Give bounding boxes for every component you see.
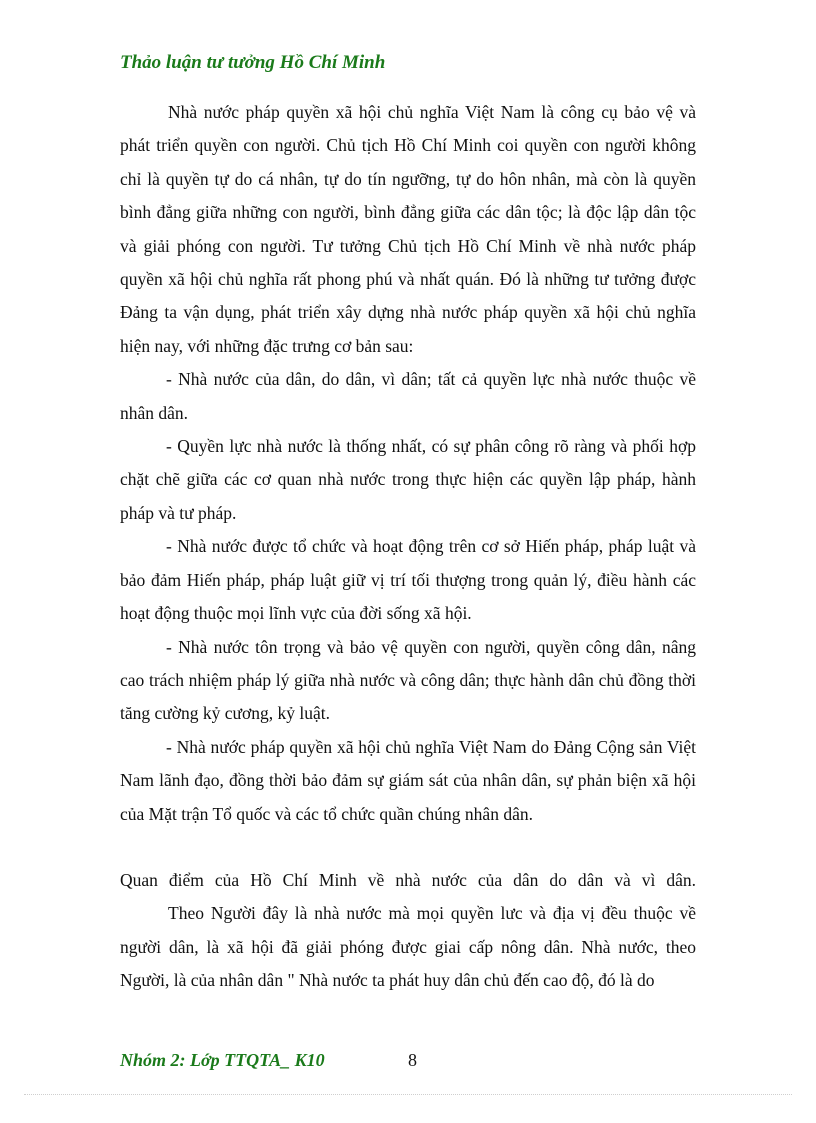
page-number: 8 (408, 1050, 417, 1070)
document-body (120, 96, 696, 998)
intro-paragraph: Nhà nước pháp quyền xã hội chủ nghĩa Việt Nam là công cụ bảo vệ và phát triển quyền con người. Chủ tịch Hồ Chí Minh coi quyền con người không chỉ là quyền tự do cá nhân, tự do tín ngưỡng, tự do hôn nhân, mà còn là quyền bình đẳng giữa những con người, bình đẳng giữa các dân tộc; là độc lập dân tộc và giải phóng con người. Tư tưởng Chủ tịch Hồ Chí Minh về nhà nước pháp quyền xã hội chủ nghĩa rất phong phú và nhất quán. Đó là những tư tưởng được Đảng ta vận dụng, phát triển xây dựng nhà nước pháp quyền xã hội chủ nghĩa hiện nay, với những đặc trưng cơ bản sau: (120, 102, 696, 356)
page-bottom-divider (24, 1094, 792, 1095)
section-paragraph: Theo Người đây là nhà nước mà mọi quyền lưc và địa vị đều thuộc về người dân, là xã hội đã giải phóng được giai cấp nông dân. Nhà nước, theo Người, là của nhân dân " Nhà nước ta phát huy dân chủ đến cao độ, đó là do (120, 903, 696, 991)
footer-group-label: Nhóm 2: Lớp TTQTA_ K10 (120, 1050, 325, 1070)
bullet-item-4: - Nhà nước tôn trọng và bảo vệ quyền con người, quyền công dân, nâng cao trách nhiệm pháp lý giữa nhà nước và công dân; thực hành dân chủ đồng thời tăng cường kỷ cương, kỷ luật. (120, 636, 696, 724)
bullet-item-5: - Nhà nước pháp quyền xã hội chủ nghĩa Việt Nam do Đảng Cộng sản Việt Nam lãnh đạo, đồng thời bảo đảm sự giám sát của nhân dân, sự phản biện xã hội của Mặt trận Tổ quốc và các tổ chức quần chúng nhân dân. (120, 736, 696, 824)
bullet-item-3: - Nhà nước được tổ chức và hoạt động trên cơ sở Hiến pháp, pháp luật và bảo đảm Hiến pháp, pháp luật giữ vị trí tối thượng trong quản lý, điều hành các hoạt động thuộc mọi lĩnh vực của đời sống xã hội. (120, 536, 696, 624)
page-header-title: Thảo luận tư tưởng Hồ Chí Minh (120, 52, 386, 73)
bullet-item-2: - Quyền lực nhà nước là thống nhất, có sự phân công rõ ràng và phối hợp chặt chẽ giữa các cơ quan nhà nước trong thực hiện các quyền lập pháp, hành pháp và tư pháp. (120, 436, 696, 523)
section-title: Quan điểm của Hồ Chí Minh về nhà nước của dân do dân và vì dân. (120, 869, 696, 890)
bullet-item-1: - Nhà nước của dân, do dân, vì dân; tất cả quyền lực nhà nước thuộc về nhân dân. (120, 369, 696, 423)
